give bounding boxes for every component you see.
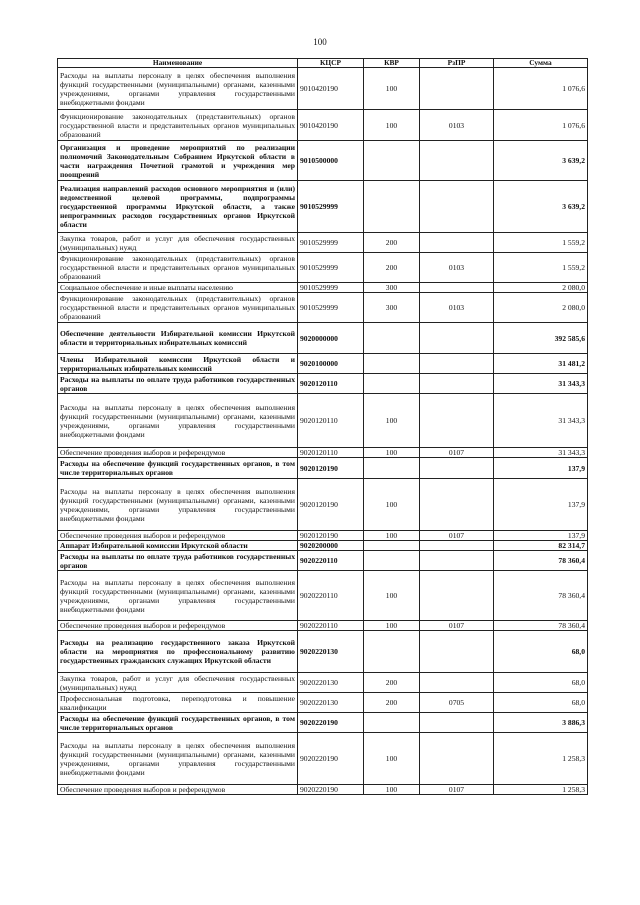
cell-kvr: 200 [364, 673, 420, 693]
cell-sum: 68,0 [494, 631, 588, 673]
cell-name: Обеспечение проведения выборов и референдумов [58, 531, 298, 541]
cell-name: Обеспечение проведения выборов и референдумов [58, 448, 298, 458]
table-row [58, 621, 588, 631]
cell-name: Члены Избирательной комиссии Иркутской области и территориальных избирательных комиссий [58, 354, 298, 374]
table-header-row [58, 59, 588, 68]
table-row [58, 181, 588, 233]
cell-rzpr: 0103 [420, 293, 494, 323]
cell-kcsr: 9020120190 [298, 458, 364, 479]
cell-sum: 2 080,0 [494, 293, 588, 323]
cell-rzpr [420, 283, 494, 293]
cell-sum: 31 343,3 [494, 448, 588, 458]
cell-kcsr: 9020220110 [298, 571, 364, 621]
cell-rzpr [420, 374, 494, 394]
table-row [58, 631, 588, 673]
cell-rzpr [420, 141, 494, 181]
cell-kvr: 100 [364, 733, 420, 785]
cell-sum: 1 559,2 [494, 253, 588, 283]
cell-kcsr: 9020100000 [298, 354, 364, 374]
cell-kcsr: 9020220130 [298, 673, 364, 693]
cell-sum: 2 080,0 [494, 283, 588, 293]
cell-name: Расходы на выплаты персоналу в целях обеспечения выполнения функций государственными (муниципальными) органами, казенными учреждениями, органами управления государственными внебюджетными фондами [58, 68, 298, 110]
cell-rzpr: 0107 [420, 448, 494, 458]
cell-sum: 3 639,2 [494, 141, 588, 181]
cell-name: Функционирование законодательных (представительных) органов государственной власти и представительных органов муниципальных образований [58, 253, 298, 283]
table-row [58, 253, 588, 283]
cell-name: Функционирование законодательных (представительных) органов государственной власти и представительных органов муниципальных образований [58, 110, 298, 141]
cell-name: Расходы на обеспечение функций государственных органов, в том числе территориальных органов [58, 458, 298, 479]
cell-kvr [364, 323, 420, 354]
cell-rzpr: 0107 [420, 785, 494, 795]
cell-kcsr: 9010529999 [298, 181, 364, 233]
header-name: Наименование [58, 59, 298, 68]
cell-kvr [364, 374, 420, 394]
cell-kvr: 100 [364, 785, 420, 795]
cell-kcsr: 9020000000 [298, 323, 364, 354]
cell-kvr [364, 141, 420, 181]
header-rzpr: РзПР [420, 59, 494, 68]
cell-kcsr: 9010529999 [298, 293, 364, 323]
cell-rzpr [420, 394, 494, 448]
cell-kcsr: 9010529999 [298, 253, 364, 283]
cell-rzpr [420, 68, 494, 110]
cell-sum: 82 314,7 [494, 541, 588, 551]
table-row [58, 283, 588, 293]
cell-kcsr: 9010529999 [298, 283, 364, 293]
cell-sum: 3 886,3 [494, 713, 588, 733]
cell-sum: 31 343,3 [494, 394, 588, 448]
table-row [58, 733, 588, 785]
table-row [58, 354, 588, 374]
cell-kcsr: 9020120190 [298, 479, 364, 531]
cell-kvr: 200 [364, 253, 420, 283]
cell-sum: 137,9 [494, 458, 588, 479]
cell-name: Организация и проведение мероприятий по реализации полномочий Законодательным Собранием Иркутской области в части награждения Почетной грамотой и учреждения мер поощрений [58, 141, 298, 181]
cell-sum: 78 360,4 [494, 621, 588, 631]
cell-kcsr: 9020120110 [298, 374, 364, 394]
cell-kcsr: 9020220110 [298, 551, 364, 571]
cell-kcsr: 9010420190 [298, 68, 364, 110]
table-row [58, 141, 588, 181]
table-row [58, 233, 588, 253]
cell-kcsr: 9010500000 [298, 141, 364, 181]
cell-name: Аппарат Избирательной комиссии Иркутской области [58, 541, 298, 551]
cell-sum: 78 360,4 [494, 571, 588, 621]
cell-sum: 137,9 [494, 531, 588, 541]
cell-rzpr: 0107 [420, 621, 494, 631]
cell-kcsr: 9020220190 [298, 785, 364, 795]
cell-sum: 78 360,4 [494, 551, 588, 571]
table-body [58, 68, 588, 795]
cell-sum: 68,0 [494, 693, 588, 713]
cell-sum: 3 639,2 [494, 181, 588, 233]
cell-name: Расходы на обеспечение функций государственных органов, в том числе территориальных органов [58, 713, 298, 733]
table-row [58, 693, 588, 713]
cell-name: Реализация направлений расходов основного мероприятия и (или) ведомственной целевой программы, подпрограммы государственной программы Иркутской области, а также непрограммных расходов государственных органов Иркутской области [58, 181, 298, 233]
cell-kvr: 100 [364, 394, 420, 448]
page-number: 100 [313, 37, 327, 47]
table-row [58, 785, 588, 795]
cell-kvr [364, 458, 420, 479]
cell-rzpr: 0103 [420, 253, 494, 283]
cell-sum: 1 559,2 [494, 233, 588, 253]
cell-kvr [364, 541, 420, 551]
table-row [58, 374, 588, 394]
cell-kcsr: 9020220190 [298, 713, 364, 733]
cell-sum: 68,0 [494, 673, 588, 693]
cell-sum: 31 343,3 [494, 374, 588, 394]
header-kcsr: КЦСР [298, 59, 364, 68]
cell-kvr: 100 [364, 531, 420, 541]
cell-name: Профессиональная подготовка, переподготовка и повышение квалификации [58, 693, 298, 713]
cell-name: Обеспечение проведения выборов и референдумов [58, 621, 298, 631]
cell-kcsr: 9010420190 [298, 110, 364, 141]
cell-kvr: 100 [364, 110, 420, 141]
cell-kvr: 200 [364, 693, 420, 713]
cell-kvr [364, 713, 420, 733]
cell-name: Расходы на выплаты по оплате труда работников государственных органов [58, 374, 298, 394]
cell-kcsr: 9020220190 [298, 733, 364, 785]
cell-sum: 1 258,3 [494, 785, 588, 795]
cell-kvr [364, 181, 420, 233]
header-kvr: КВР [364, 59, 420, 68]
cell-rzpr [420, 354, 494, 374]
cell-rzpr [420, 551, 494, 571]
cell-kvr: 300 [364, 283, 420, 293]
cell-kcsr: 9020220130 [298, 631, 364, 673]
cell-name: Расходы на выплаты персоналу в целях обеспечения выполнения функций государственными (муниципальными) органами, казенными учреждениями, органами управления государственными внебюджетными фондами [58, 479, 298, 531]
table-row [58, 713, 588, 733]
table-row [58, 293, 588, 323]
cell-rzpr: 0107 [420, 531, 494, 541]
cell-kvr: 100 [364, 68, 420, 110]
cell-sum: 392 585,6 [494, 323, 588, 354]
cell-kcsr: 9010529999 [298, 233, 364, 253]
cell-name: Расходы на выплаты по оплате труда работников государственных органов [58, 551, 298, 571]
header-sum: Сумма [494, 59, 588, 68]
cell-sum: 137,9 [494, 479, 588, 531]
cell-rzpr [420, 571, 494, 621]
cell-sum: 1 076,6 [494, 110, 588, 141]
cell-name: Закупка товаров, работ и услуг для обеспечения государственных (муниципальных) нужд [58, 233, 298, 253]
cell-kvr: 200 [364, 233, 420, 253]
cell-kcsr: 9020120110 [298, 394, 364, 448]
cell-rzpr [420, 631, 494, 673]
cell-rzpr: 0705 [420, 693, 494, 713]
cell-kcsr: 9020200000 [298, 541, 364, 551]
cell-kvr: 100 [364, 621, 420, 631]
cell-kvr [364, 551, 420, 571]
cell-sum: 1 076,6 [494, 68, 588, 110]
cell-rzpr [420, 233, 494, 253]
cell-kvr: 100 [364, 571, 420, 621]
cell-name: Расходы на выплаты персоналу в целях обеспечения выполнения функций государственными (муниципальными) органами, казенными учреждениями, органами управления государственными внебюджетными фондами [58, 394, 298, 448]
table-row [58, 110, 588, 141]
cell-rzpr: 0103 [420, 110, 494, 141]
cell-name: Расходы на выплаты персоналу в целях обеспечения выполнения функций государственными (муниципальными) органами, казенными учреждениями, органами управления государственными внебюджетными фондами [58, 733, 298, 785]
cell-kvr: 300 [364, 293, 420, 323]
cell-sum: 1 258,3 [494, 733, 588, 785]
cell-kvr [364, 631, 420, 673]
cell-name: Закупка товаров, работ и услуг для обеспечения государственных (муниципальных) нужд [58, 673, 298, 693]
table-row [58, 394, 588, 448]
cell-name: Обеспечение деятельности Избирательной комиссии Иркутской области и территориальных избирательных комиссий [58, 323, 298, 354]
budget-table [57, 58, 588, 795]
table-row [58, 571, 588, 621]
table-row [58, 673, 588, 693]
cell-rzpr [420, 181, 494, 233]
cell-rzpr [420, 323, 494, 354]
cell-kvr: 100 [364, 448, 420, 458]
cell-name: Расходы на выплаты персоналу в целях обеспечения выполнения функций государственными (муниципальными) органами, казенными учреждениями, органами управления государственными внебюджетными фондами [58, 571, 298, 621]
table-row [58, 551, 588, 571]
cell-kvr [364, 354, 420, 374]
cell-kcsr: 9020120110 [298, 448, 364, 458]
cell-rzpr [420, 733, 494, 785]
cell-rzpr [420, 458, 494, 479]
table-row [58, 323, 588, 354]
cell-rzpr [420, 673, 494, 693]
table-row [58, 458, 588, 479]
cell-rzpr [420, 713, 494, 733]
table-row [58, 479, 588, 531]
cell-sum: 31 481,2 [494, 354, 588, 374]
table-row [58, 68, 588, 110]
cell-kcsr: 9020220130 [298, 693, 364, 713]
cell-name: Расходы на реализацию государственного заказа Иркутской области на мероприятия по профессиональному развитию государственных гражданских служащих Иркутской области [58, 631, 298, 673]
table-row [58, 448, 588, 458]
table-row [58, 541, 588, 551]
cell-rzpr [420, 541, 494, 551]
cell-kcsr: 9020120190 [298, 531, 364, 541]
cell-kvr: 100 [364, 479, 420, 531]
cell-name: Функционирование законодательных (представительных) органов государственной власти и представительных органов муниципальных образований [58, 293, 298, 323]
table-row [58, 531, 588, 541]
cell-rzpr [420, 479, 494, 531]
cell-name: Социальное обеспечение и иные выплаты населению [58, 283, 298, 293]
cell-name: Обеспечение проведения выборов и референдумов [58, 785, 298, 795]
cell-kcsr: 9020220110 [298, 621, 364, 631]
